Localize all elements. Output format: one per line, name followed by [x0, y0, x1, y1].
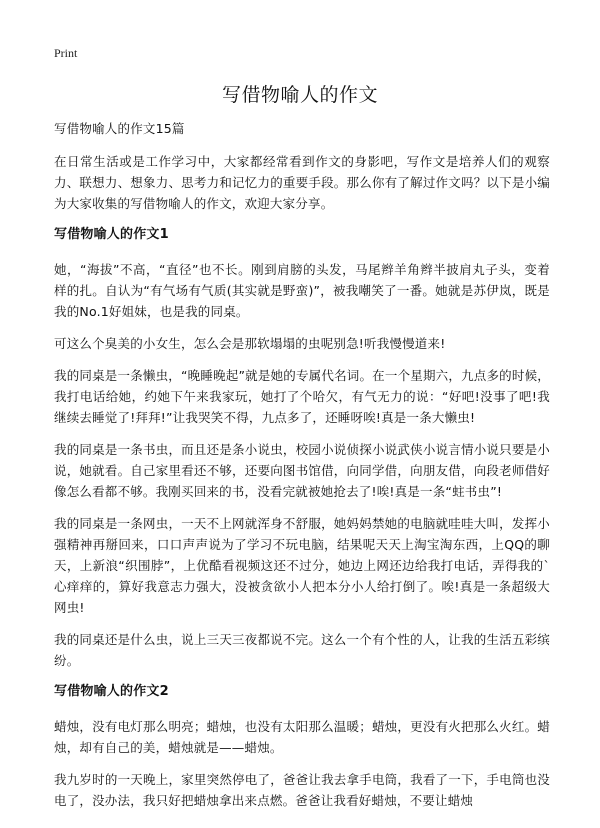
intro-paragraph: 在日常生活或是工作学习中，大家都经常看到作文的身影吧，写作文是培养人们的观察力、联想力、想象力、思考力和记忆力的重要手段。那么你有了解过作文吗？以下是小编为大家收集的写借物喻人的作文，欢迎大家分享。 [54, 154, 550, 211]
paragraph: 我的同桌还是什么虫，说上三天三夜都说不完。这么一个有个性的人，让我的生活五彩缤纷。 [54, 632, 550, 668]
paragraph: 我的同桌是一条网虫，一天不上网就浑身不舒服，她妈妈禁她的电脑就哇哇大叫，发挥小强精神再掰回来，口口声声说为了学习不玩电脑，结果呢天天上淘宝淘东西，上QQ的聊天，上新浪“织围脖”，上优酷看视频这还不过分，她边上网还边给我打电话，弄得我的`心痒痒的，算好我意志力强大，没被贪欲小人把本分小人给打倒了。唉!真是一条超级大网虫! [54, 516, 550, 615]
article-body [54, 118, 550, 822]
print-link[interactable]: Print [54, 46, 78, 60]
page-title: 写借物喻人的作文 [221, 84, 378, 106]
paragraph: 我九岁时的一天晚上，家里突然停电了，爸爸让我去拿手电筒，我看了一下，手电筒也没电了，没办法，我只好把蜡烛拿出来点燃。爸爸让我看好蜡烛，不要让蜡烛 [54, 772, 550, 808]
paragraph: 我的同桌是一条书虫，而且还是条小说虫，校园小说侦探小说武侠小说言情小说只要是小说，她就看。自己家里看还不够，还要向图书馆借，向同学借，向朋友借，向段老师借好像怎么看都不够。我刚买回来的书，没看完就被她抢去了!唉!真是一条“蛀书虫”! [54, 442, 550, 499]
section-heading: 写借物喻人的作文2 [54, 684, 169, 699]
paragraph: 她，“海拔”不高，“直径”也不长。刚到肩膀的头发，马尾辫羊角辫半披肩丸子头，变着样的扎。自认为“有气场有气质(其实就是野蛮)”，被我嘲笑了一番。她就是苏伊岚，既是我的No.1好姐妹，也是我的同桌。 [54, 262, 550, 319]
paragraph: 可这么个臭美的小女生，怎么会是那软塌塌的虫呢别急!听我慢慢道来! [54, 336, 446, 351]
article-subtitle: 写借物喻人的作文15篇 [54, 121, 185, 136]
section-heading: 写借物喻人的作文1 [54, 227, 169, 242]
paragraph: 蜡烛，没有电灯那么明亮；蜡烛，也没有太阳那么温暖；蜡烛，更没有火把那么火红。蜡烛，却有自己的美，蜡烛就是——蜡烛。 [54, 719, 550, 755]
paragraph: 我的同桌是一条懒虫，“晚睡晚起”就是她的专属代名词。在一个星期六，九点多的时候，我打电话给她，约她下午来我家玩，她打了个哈欠，有气无力的说：“好吧!没事了吧!我继续去睡觉了!拜拜!”让我哭笑不得，九点多了，还睡呀唉!真是一条大懒虫! [54, 368, 550, 425]
